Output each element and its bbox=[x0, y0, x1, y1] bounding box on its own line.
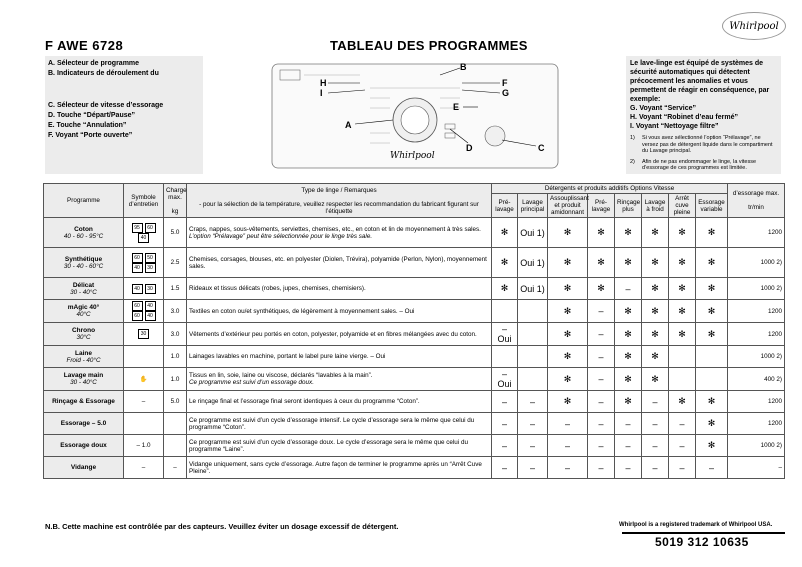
speed-cell: 1200 bbox=[728, 391, 785, 413]
option-cell: – bbox=[588, 346, 615, 368]
legend-item: C. Sélecteur de vitesse d’essorage bbox=[48, 102, 164, 109]
option-cell: – bbox=[518, 413, 548, 435]
option-cell: ✻ bbox=[548, 391, 588, 413]
programme-table bbox=[43, 183, 785, 479]
option-cell: – bbox=[588, 413, 615, 435]
speed-cell: 1200 bbox=[728, 218, 785, 248]
option-cell: ✻ bbox=[615, 368, 642, 391]
care-symbol-cell bbox=[124, 391, 164, 413]
option-cell: ✻ bbox=[696, 248, 728, 278]
table-row bbox=[44, 368, 785, 391]
option-cell bbox=[518, 346, 548, 368]
charge-cell: 3.0 bbox=[164, 323, 187, 346]
programme-temp: 40 - 60 - 95°C bbox=[63, 232, 104, 240]
care-symbol-icon: 60 bbox=[132, 311, 143, 321]
type-note: L’option “Prélavage” peut être sélectionnée pour le linge très sale. bbox=[189, 232, 373, 240]
care-symbol-cell bbox=[124, 248, 164, 278]
panel-label-d: D bbox=[466, 143, 473, 153]
charge-cell bbox=[164, 435, 187, 457]
option-cell: – bbox=[642, 413, 669, 435]
table-row bbox=[44, 457, 785, 479]
programme-name: Coton bbox=[74, 225, 93, 233]
table-row bbox=[44, 413, 785, 435]
type-note: Ce programme est suivi d’un essorage doux. bbox=[189, 379, 314, 386]
footnote-text: Si vous avez sélectionné l’option “Prélavage”, ne versez pas de détergent liquide dans le compartiment du Lavage principal. bbox=[642, 135, 773, 154]
option-cell: ✻ bbox=[548, 218, 588, 248]
col-type-note: - pour la sélection de la température, veuillez respecter les recommandation du fabricant figurant sur l’étiquette bbox=[199, 200, 479, 215]
care-symbol-cell bbox=[124, 413, 164, 435]
type-cell bbox=[187, 218, 492, 248]
legend-item: B. Indicateurs de déroulement du bbox=[48, 70, 159, 77]
type-cell bbox=[187, 248, 492, 278]
panel-label-e: E bbox=[453, 102, 460, 112]
col-vitesse-label: d’essorage max. bbox=[732, 190, 780, 197]
type-cell bbox=[187, 413, 492, 435]
type-text: Textiles en coton ou/et synthétiques, de légèrement à moyennement sales. – Oui bbox=[189, 307, 415, 315]
care-symbol-icon: 40 bbox=[145, 301, 156, 311]
option-cell: ✻ bbox=[669, 300, 696, 323]
table-row bbox=[44, 435, 785, 457]
option-cell: ✻ bbox=[696, 413, 728, 435]
programme-cell bbox=[44, 248, 124, 278]
programme-cell bbox=[44, 435, 124, 457]
option-cell: ✻ bbox=[615, 323, 642, 346]
col-rincage-plus: Rinçage plus bbox=[615, 194, 642, 218]
type-text: Lainages lavables en machine, portant le label pure laine vierge. – Oui bbox=[189, 353, 386, 360]
footnote bbox=[630, 135, 777, 155]
option-cell: – bbox=[669, 413, 696, 435]
option-cell: ✻ bbox=[492, 278, 518, 300]
col-lavage-froid: Lavage à froid bbox=[642, 194, 669, 218]
col-charge-unit: kg bbox=[171, 207, 179, 215]
table-row bbox=[44, 391, 785, 413]
document-code: 5019 312 10635 bbox=[655, 535, 749, 549]
type-cell bbox=[187, 391, 492, 413]
option-cell bbox=[492, 300, 518, 323]
option-cell bbox=[669, 368, 696, 391]
legend-right bbox=[626, 56, 781, 174]
option-cell bbox=[518, 323, 548, 346]
speed-cell: 1200 bbox=[728, 300, 785, 323]
type-cell bbox=[187, 457, 492, 479]
speed-cell: 1200 bbox=[728, 413, 785, 435]
programme-name: Chrono bbox=[71, 327, 96, 334]
option-cell: – bbox=[492, 457, 518, 479]
programme-cell bbox=[44, 323, 124, 346]
table-row bbox=[44, 278, 785, 300]
option-cell: ✻ bbox=[696, 300, 728, 323]
option-cell: Oui 1) bbox=[518, 218, 548, 248]
option-cell: ✻ bbox=[548, 248, 588, 278]
option-cell: ✻ bbox=[642, 218, 669, 248]
care-symbol-icon: 60 bbox=[132, 301, 143, 311]
panel-label-f: F bbox=[502, 78, 508, 88]
option-cell: ✻ bbox=[615, 248, 642, 278]
option-cell: – bbox=[548, 457, 588, 479]
col-lavage: Lavage principal bbox=[518, 194, 548, 218]
option-cell: – bbox=[642, 435, 669, 457]
programme-temp: Froid - 40°C bbox=[66, 356, 101, 364]
code-rule bbox=[622, 532, 785, 534]
programme-cell bbox=[44, 300, 124, 323]
option-cell: – bbox=[588, 457, 615, 479]
option-cell: – bbox=[615, 457, 642, 479]
option-cell: ✻ bbox=[615, 218, 642, 248]
charge-cell: 1.0 bbox=[164, 368, 187, 391]
option-cell: ✻ bbox=[615, 346, 642, 368]
option-cell: – Oui bbox=[492, 323, 518, 346]
programme-cell bbox=[44, 218, 124, 248]
option-cell: – bbox=[696, 457, 728, 479]
option-cell: – bbox=[642, 391, 669, 413]
option-cell: Oui 1) bbox=[518, 278, 548, 300]
option-cell: – bbox=[548, 413, 588, 435]
type-text: Rideaux et tissus délicats (robes, jupes, chemises, chemisiers). bbox=[189, 285, 366, 292]
footnote-text: Afin de ne pas endommager le linge, la vitesse d’essorage de ces programmes est limitée. bbox=[642, 158, 757, 171]
option-cell: ✻ bbox=[588, 218, 615, 248]
care-symbol-icon: 40 bbox=[138, 233, 149, 243]
type-cell bbox=[187, 435, 492, 457]
care-symbol-icon: 30 bbox=[145, 284, 156, 294]
speed-cell: 1000 2) bbox=[728, 248, 785, 278]
footnote-number: 1) bbox=[630, 135, 635, 141]
care-symbol-text: ✋ bbox=[139, 376, 148, 383]
option-cell bbox=[696, 346, 728, 368]
legend-intro: Le lave-linge est équipé de systèmes de sécurité automatiques qui détectent précocement les anomalies et vous permettent de réagir en conséquence, par exemple: bbox=[630, 60, 770, 103]
col-programme: Programme bbox=[44, 184, 124, 218]
programme-name: mAgic 40° bbox=[67, 304, 100, 311]
col-symbole: Symbole d’entretien bbox=[124, 184, 164, 218]
option-cell: – bbox=[588, 391, 615, 413]
page-title: TABLEAU DES PROGRAMMES bbox=[330, 38, 528, 53]
speed-cell: – bbox=[728, 457, 785, 479]
type-text: Ce programme est suivi d’un cycle d’essorage doux. Le cycle d’essorage sera le même que celui du programme “Laine”. bbox=[189, 438, 468, 453]
legend-item: F. Voyant “Porte ouverte” bbox=[48, 132, 133, 139]
option-cell: – bbox=[518, 457, 548, 479]
programme-name: Synthétique bbox=[64, 255, 103, 263]
option-cell: ✻ bbox=[696, 278, 728, 300]
panel-label-c: C bbox=[538, 143, 545, 153]
col-group-detergents: Détergents et produits additifs Options Vitesse bbox=[492, 184, 728, 194]
care-symbol-text: – bbox=[141, 398, 146, 405]
programme-name: Délicat bbox=[72, 281, 95, 289]
option-cell: – bbox=[588, 323, 615, 346]
option-cell: ✻ bbox=[548, 300, 588, 323]
programme-name: Essorage doux bbox=[60, 442, 107, 449]
speed-cell: 1000 2) bbox=[728, 346, 785, 368]
care-symbol-icon: 40 bbox=[132, 263, 143, 273]
charge-cell: 1.5 bbox=[164, 278, 187, 300]
option-cell: ✻ bbox=[696, 391, 728, 413]
speed-cell: 1000 2) bbox=[728, 278, 785, 300]
option-cell: ✻ bbox=[642, 368, 669, 391]
footnote bbox=[630, 159, 777, 172]
legend-left bbox=[45, 56, 203, 174]
type-text: Vidange uniquement, sans cycle d’essorage. Autre façon de terminer le programme après un “Arrêt Cuve Pleine”. bbox=[189, 460, 482, 475]
option-cell: – bbox=[518, 391, 548, 413]
type-text: Le rinçage final et l’essorage final seront identiques à ceux du programme “Coton”. bbox=[189, 398, 420, 405]
option-cell: ✻ bbox=[696, 435, 728, 457]
col-essorage-variable: Essorage variable bbox=[696, 194, 728, 218]
option-cell: ✻ bbox=[588, 278, 615, 300]
legend-item: D. Touche “Départ/Pause” bbox=[48, 112, 136, 119]
option-cell: ✻ bbox=[492, 218, 518, 248]
option-cell bbox=[492, 346, 518, 368]
charge-cell: 1.0 bbox=[164, 346, 187, 368]
option-cell: – bbox=[642, 457, 669, 479]
programme-temp: 30 - 40 - 60°C bbox=[63, 262, 104, 270]
col-charge bbox=[164, 184, 187, 218]
option-cell: – bbox=[492, 413, 518, 435]
care-symbol-cell bbox=[124, 323, 164, 346]
option-cell: – bbox=[518, 435, 548, 457]
footer-note: N.B. Cette machine est contrôlée par des capteurs. Veuillez éviter un dosage excessif de détergent. bbox=[45, 522, 399, 531]
type-text: Craps, nappes, sous-vêtements, serviettes, chemises, etc., en coton et lin de moyennement à très sales. bbox=[189, 225, 481, 233]
programme-cell bbox=[44, 457, 124, 479]
option-cell: – bbox=[669, 457, 696, 479]
care-symbol-icon: 30 bbox=[138, 329, 149, 339]
option-cell: ✻ bbox=[642, 248, 669, 278]
option-cell: ✻ bbox=[696, 218, 728, 248]
care-symbol-icon: 40 bbox=[132, 284, 143, 294]
panel-label-i: I bbox=[320, 88, 323, 98]
care-symbol-cell bbox=[124, 346, 164, 368]
programme-cell bbox=[44, 346, 124, 368]
model-number: F AWE 6728 bbox=[45, 38, 124, 53]
charge-cell bbox=[164, 413, 187, 435]
option-cell: ✻ bbox=[588, 248, 615, 278]
option-cell: ✻ bbox=[615, 391, 642, 413]
option-cell: ✻ bbox=[669, 248, 696, 278]
legend-item: A. Sélecteur de programme bbox=[48, 60, 140, 67]
legend-item: E. Touche “Annulation” bbox=[48, 122, 127, 129]
col-charge-label: Charge max. bbox=[166, 186, 187, 201]
option-cell: – bbox=[492, 391, 518, 413]
option-cell: – bbox=[548, 435, 588, 457]
programme-name: Lavage main bbox=[63, 372, 104, 379]
control-panel-diagram bbox=[270, 58, 560, 176]
option-cell: – bbox=[669, 435, 696, 457]
option-cell: ✻ bbox=[548, 278, 588, 300]
option-cell: – bbox=[615, 413, 642, 435]
speed-cell: 400 2) bbox=[728, 368, 785, 391]
option-cell: ✻ bbox=[615, 300, 642, 323]
charge-cell: 5.0 bbox=[164, 391, 187, 413]
type-cell bbox=[187, 346, 492, 368]
type-text: Chemises, corsages, blouses, etc. en polyester (Diolen, Trévira), polyamide (Perlon, Nylon), moyennement sales. bbox=[189, 255, 487, 270]
spin-speed-knob bbox=[485, 126, 505, 146]
option-cell bbox=[669, 346, 696, 368]
panel-label-b: B bbox=[460, 62, 467, 72]
care-symbol-icon: 40 bbox=[145, 311, 156, 321]
col-type bbox=[187, 184, 492, 218]
col-arret-cuve: Arrêt cuve pleine bbox=[669, 194, 696, 218]
programme-cell bbox=[44, 278, 124, 300]
care-symbol-cell bbox=[124, 278, 164, 300]
panel-label-h: H bbox=[320, 78, 327, 88]
option-cell: ✻ bbox=[669, 391, 696, 413]
option-cell: ✻ bbox=[642, 300, 669, 323]
charge-cell: 2.5 bbox=[164, 248, 187, 278]
charge-cell: 3.0 bbox=[164, 300, 187, 323]
care-symbol-icon: 95 bbox=[132, 223, 143, 233]
programme-temp: 30°C bbox=[76, 334, 91, 341]
care-symbol-icon: 50 bbox=[145, 253, 156, 263]
option-cell: ✻ bbox=[548, 346, 588, 368]
programme-cell bbox=[44, 368, 124, 391]
option-cell: ✻ bbox=[669, 218, 696, 248]
care-symbol-icon: 60 bbox=[145, 223, 156, 233]
programme-temp: 40°C bbox=[76, 311, 91, 318]
col-vitesse-unit: tr/min bbox=[748, 204, 764, 211]
type-text: Vêtements d’extérieur peu portés en coton, polyester, polyamide et en fibres mélangées avec du coton. bbox=[189, 330, 477, 338]
care-symbol-icon: 30 bbox=[145, 263, 156, 273]
type-cell bbox=[187, 368, 492, 391]
programme-name: Laine bbox=[75, 349, 92, 357]
option-cell bbox=[518, 368, 548, 391]
option-cell: ✻ bbox=[548, 368, 588, 391]
legend-item: H. Voyant “Robinet d’eau fermé” bbox=[630, 114, 738, 121]
option-cell: ✻ bbox=[669, 323, 696, 346]
footnote-number: 2) bbox=[630, 158, 635, 165]
table-row bbox=[44, 346, 785, 368]
type-text: Tissus en lin, soie, laine ou viscose, déclarés “lavables à la main”. bbox=[189, 372, 373, 379]
option-cell: – bbox=[588, 300, 615, 323]
option-cell: ✻ bbox=[642, 323, 669, 346]
option-cell: – Oui bbox=[492, 368, 518, 391]
option-cell: ✻ bbox=[642, 278, 669, 300]
programme-cell bbox=[44, 413, 124, 435]
panel-label-g: G bbox=[502, 88, 510, 98]
col-assouplissant: Assouplissant et produit amidonnant bbox=[548, 194, 588, 218]
option-cell: – bbox=[588, 435, 615, 457]
type-cell bbox=[187, 323, 492, 346]
speed-cell: 1200 bbox=[728, 323, 785, 346]
trademark-notice: Whirlpool is a registered trademark of Whirlpool USA. bbox=[619, 522, 773, 528]
option-cell: – bbox=[615, 435, 642, 457]
option-cell: ✻ bbox=[642, 346, 669, 368]
charge-cell: – bbox=[164, 457, 187, 479]
option-cell: – bbox=[492, 435, 518, 457]
col-type-label: Type de linge / Remarques bbox=[301, 186, 377, 194]
care-symbol-text: – bbox=[141, 464, 146, 471]
type-cell bbox=[187, 278, 492, 300]
care-symbol-cell bbox=[124, 300, 164, 323]
care-symbol-cell bbox=[124, 435, 164, 457]
option-cell: ✻ bbox=[548, 323, 588, 346]
programme-name: Rinçage & Essorage bbox=[52, 398, 115, 405]
care-symbol-cell bbox=[124, 368, 164, 391]
brand-logo bbox=[722, 12, 786, 40]
table-row bbox=[44, 218, 785, 248]
programme-name: Essorage – 5.0 bbox=[60, 420, 107, 427]
care-symbol-text: – 1.0 bbox=[136, 442, 151, 449]
type-cell bbox=[187, 300, 492, 323]
panel-brand: Whirlpool bbox=[390, 151, 435, 161]
type-text: Ce programme est suivi d’un cycle d’essorage intensif. Le cycle d’essorage sera le même que celui du programme “Coton”. bbox=[189, 416, 475, 431]
care-symbol-cell bbox=[124, 457, 164, 479]
option-cell bbox=[696, 368, 728, 391]
care-symbol-icon: 60 bbox=[132, 253, 143, 263]
programme-temp: 30 - 40°C bbox=[70, 379, 97, 386]
table-row bbox=[44, 300, 785, 323]
col-prelavage: Pré-lavage bbox=[492, 194, 518, 218]
legend-item: I. Voyant “Nettoyage filtre” bbox=[630, 123, 719, 130]
col-vitesse bbox=[728, 184, 785, 218]
option-cell: – bbox=[588, 368, 615, 391]
brand-logo-text: Whirlpool bbox=[729, 20, 779, 32]
panel-label-a: A bbox=[345, 120, 352, 130]
speed-cell: 1000 2) bbox=[728, 435, 785, 457]
programme-name: Vidange bbox=[70, 464, 97, 471]
charge-cell: 5.0 bbox=[164, 218, 187, 248]
option-cell: Oui 1) bbox=[518, 248, 548, 278]
option-cell: ✻ bbox=[696, 323, 728, 346]
table-row bbox=[44, 323, 785, 346]
programme-cell bbox=[44, 391, 124, 413]
option-cell: ✻ bbox=[669, 278, 696, 300]
col-prelavage-option: Pré-lavage bbox=[588, 194, 615, 218]
programme-temp: 30 - 40°C bbox=[70, 288, 97, 296]
option-cell: ✻ bbox=[492, 248, 518, 278]
option-cell: – bbox=[615, 278, 642, 300]
care-symbol-cell bbox=[124, 218, 164, 248]
option-cell bbox=[518, 300, 548, 323]
table-row bbox=[44, 248, 785, 278]
legend-item: G. Voyant “Service” bbox=[630, 105, 697, 112]
